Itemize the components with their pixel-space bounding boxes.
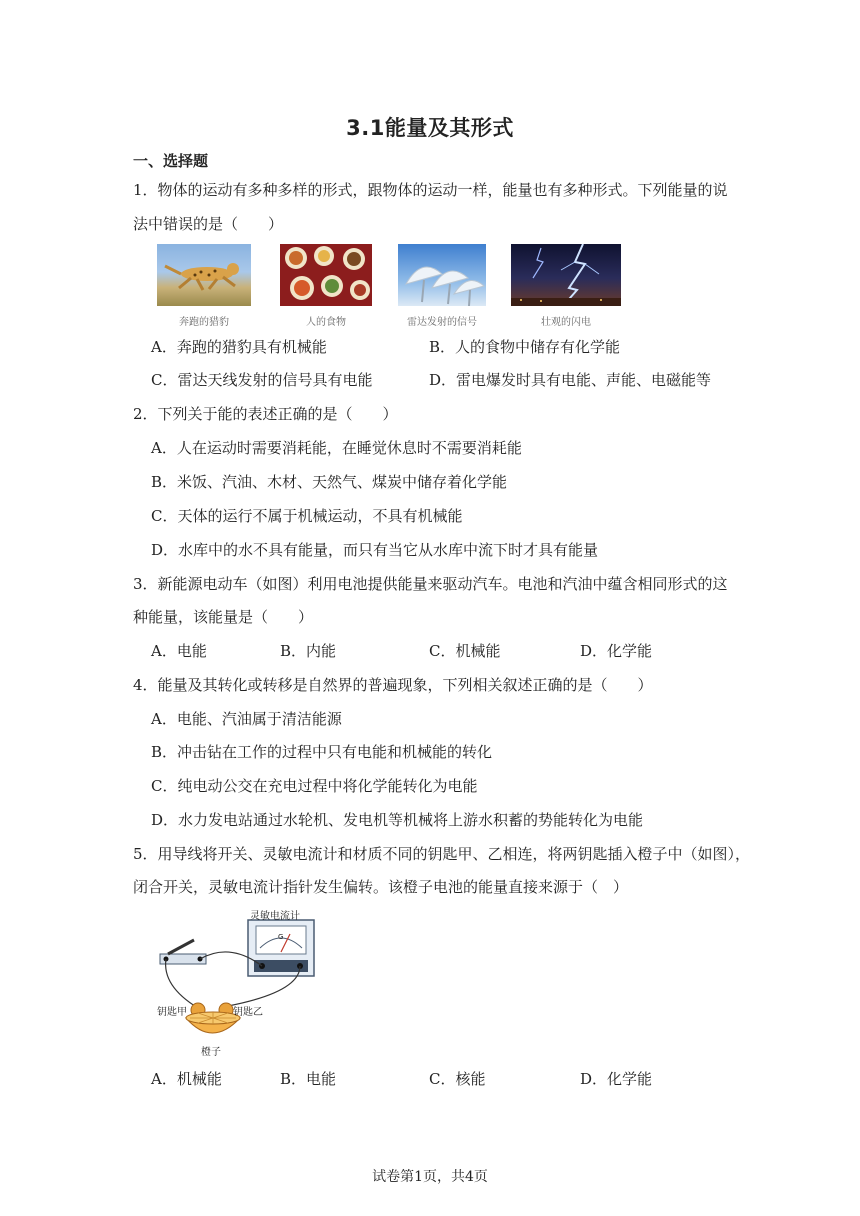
question-1-option-d[interactable]: D．雷电爆发时具有电能、声能、电磁能等	[429, 371, 712, 389]
question-3-line-2: 种能量，该能量是（ ）	[133, 608, 314, 626]
question-2-option-a[interactable]: A．人在运动时需要消耗能，在睡觉休息时不需要消耗能	[151, 439, 522, 457]
orange-battery-figure	[150, 902, 330, 1060]
food-image	[280, 244, 372, 306]
question-5-line-1: 5．用导线将开关、灵敏电流计和材质不同的钥匙甲、乙相连，将两钥匙插入橙子中（如图），	[133, 845, 751, 863]
page-title: 3.1能量及其形式	[346, 116, 514, 140]
question-2-option-d[interactable]: D．水库中的水不具有能量，而只有当它从水库中流下时才具有能量	[151, 541, 599, 559]
radar-image	[398, 244, 486, 306]
caption-cheetah: 奔跑的猎豹	[179, 317, 229, 328]
caption-food: 人的食物	[306, 317, 346, 328]
question-3-option-d[interactable]: D．化学能	[580, 642, 653, 660]
caption-radar: 雷达发射的信号	[407, 317, 477, 328]
question-2-option-c[interactable]: C．天体的运行不属于机械运动，不具有机械能	[151, 507, 463, 525]
question-3-line-1: 3．新能源电动车（如图）利用电池提供能量来驱动汽车。电池和汽油中蕴含相同形式的这	[133, 575, 728, 593]
section-heading: 一、选择题	[133, 152, 209, 170]
meter-label: 灵敏电流计	[250, 911, 300, 922]
question-4-option-b[interactable]: B．冲击钻在工作的过程中只有电能和机械能的转化	[151, 743, 493, 761]
question-4-option-a[interactable]: A．电能、汽油属于清洁能源	[151, 710, 342, 728]
question-5-option-c[interactable]: C．核能	[429, 1070, 486, 1088]
key-a-label: 钥匙甲	[157, 1007, 187, 1018]
question-1-line-1: 1．物体的运动有多种多样的形式，跟物体的运动一样，能量也有多种形式。下列能量的说	[133, 181, 728, 199]
question-1-option-c[interactable]: C．雷达天线发射的信号具有电能	[151, 371, 373, 389]
question-1-option-a[interactable]: A．奔跑的猎豹具有机械能	[151, 338, 327, 356]
question-5-option-a[interactable]: A．机械能	[151, 1070, 222, 1088]
question-1-line-2: 法中错误的是（ ）	[133, 215, 284, 233]
question-2-option-b[interactable]: B．米饭、汽油、木材、天然气、煤炭中储存着化学能	[151, 473, 508, 491]
question-4-option-c[interactable]: C．纯电动公交在充电过程中将化学能转化为电能	[151, 777, 478, 795]
question-2-line-1: 2．下列关于能的表述正确的是（ ）	[133, 405, 398, 423]
question-4-line-1: 4．能量及其转化或转移是自然界的普遍现象，下列相关叙述正确的是（ ）	[133, 676, 653, 694]
question-3-option-a[interactable]: A．电能	[151, 642, 207, 660]
question-5-line-2: 闭合开关，灵敏电流计指针发生偏转。该橙子电池的能量直接来源于（ ）	[133, 878, 629, 896]
key-b-label: 钥匙乙	[233, 1007, 263, 1018]
meter-g-label: G	[278, 933, 284, 941]
question-1-option-b[interactable]: B．人的食物中储存有化学能	[429, 338, 621, 356]
caption-lightning: 壮观的闪电	[541, 317, 591, 328]
orange-label: 橙子	[201, 1047, 221, 1058]
question-3-option-c[interactable]: C．机械能	[429, 642, 501, 660]
question-5-option-b[interactable]: B．电能	[280, 1070, 337, 1088]
question-4-option-d[interactable]: D．水力发电站通过水轮机、发电机等机械将上游水积蓄的势能转化为电能	[151, 811, 644, 829]
question-3-option-b[interactable]: B．内能	[280, 642, 337, 660]
cheetah-image	[157, 244, 251, 306]
lightning-image	[511, 244, 621, 306]
page-footer: 试卷第1页，共4页	[372, 1169, 488, 1185]
question-5-option-d[interactable]: D．化学能	[580, 1070, 653, 1088]
